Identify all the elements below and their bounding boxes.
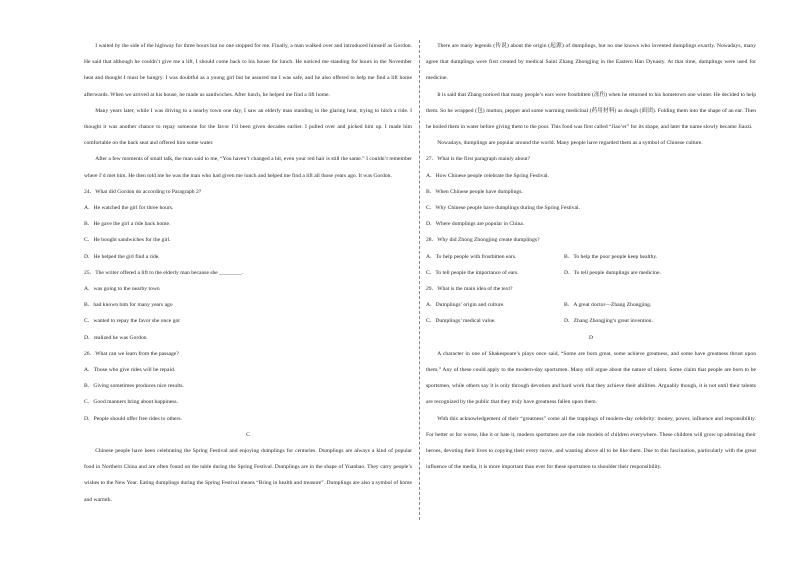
question-28: 28．Why did Zhong Zhongjing create dumplings? bbox=[426, 237, 540, 244]
passage-d-paragraph-2: With this acknowledgement of their “greatness” come all the trappings of modern-day celebrity: money, power, influence and responsibility. For better or for worse, like it or hate it, modern sportsmen are the role models of children everywhere. These children will grow up admiring their heroes, devoting their lives to copying their every move, and wanting above all to be like them. Due to this fascination, particularly with the great influence of the media, it is more important than ever for these sportsmen to shoulder their responsibility. bbox=[426, 415, 756, 471]
q28-options-row-1 bbox=[426, 249, 756, 265]
q24-option-b: B．He gave the girl a ride back home. bbox=[84, 221, 171, 228]
question-26: 26．What can we learn from the passage? bbox=[84, 350, 179, 357]
q27-option-c: C．Why Chinese people have dumplings during the Spring Festival. bbox=[426, 205, 580, 212]
q27-option-a: A．How Chinese people celebrate the Spring Festival. bbox=[426, 172, 549, 179]
question-25: 25．The writer offered a lift to the elderly man because she ________. bbox=[84, 269, 243, 276]
q29-option-a: A．Dumplings’ origin and culture. bbox=[426, 302, 505, 309]
q29-options-row-1 bbox=[426, 297, 756, 313]
q28-option-b: B．To help the poor people keep healthy. bbox=[564, 253, 658, 260]
q25-option-b: B．had known him for many years ago bbox=[84, 302, 173, 309]
q28-option-c: C．To tell people the importance of ears. bbox=[426, 269, 519, 276]
question-29: 29．What is the main idea of the text? bbox=[426, 286, 513, 293]
question-24: 24．What did Gordon do according to Paragraph 2? bbox=[84, 188, 202, 195]
q28-option-a: A．To help people with frostbitten ears. bbox=[426, 253, 517, 260]
q29-option-d: D．Zhang Zhongjing’s great invention. bbox=[564, 318, 653, 325]
q26-option-d: D．People should offer free rides to others. bbox=[84, 415, 182, 422]
right-column bbox=[426, 38, 756, 475]
q26-option-a: A．Those who give rides will be repaid. bbox=[84, 367, 176, 374]
story-paragraph-2: Many years later, while I was driving to a nearby town one day, I saw an elderly man standing in the glaring heat, trying to hitch a ride. I thought it was another chance to repay someone for the favor I’d been given decades earlier. I pulled over and picked him up. I made him comfortable on the back seat and offered him some water. bbox=[84, 107, 412, 147]
column-divider bbox=[419, 40, 420, 520]
passage-d-paragraph-1: A character in one of Shakespeare’s plays once said, “Some are born great, some achieve greatness, and some have greatness thrust upon them.” Any of these could apply to the modern-day sportsmen. Many still argue about the nature of talent. Some claim that people are born to be sportsmen, while others say it is only through devotion and hard work that they achieve their abilities. Arguably though, it is not until their talents are recognized by the public that they truly have greatness fallen upon them. bbox=[426, 350, 756, 406]
q29-option-c: C．Dumplings’ medical value. bbox=[426, 318, 496, 325]
q25-option-c: C．wanted to repay the favor she once got bbox=[84, 318, 180, 325]
story-paragraph-3: After a few moments of small talk, the man said to me, “You haven’t changed a bit, even your red hair is still the same.” I couldn’t remember where I’d met him. He then told me he was the man who had given me lunch and helped me find a lift all those years ago. It was Gordon. bbox=[84, 156, 412, 179]
section-heading-c: C bbox=[246, 431, 250, 438]
q24-option-c: C．He bought sandwiches for the girl. bbox=[84, 237, 171, 244]
passage-c-paragraph-1: Chinese people have been celebrating the Spring Festival and enjoying dumplings for centuries. Dumplings are always a kind of popular food in Northern China and are often found on the table during the Spring Festival. Dumplings are in the shape of Yuanbao. They carry people’s wishes to the New Year. Eating dumplings during the Spring Festival means “Bring in health and treasure”. Dumplings are also a symbol of home and warmth. bbox=[84, 448, 412, 503]
story-paragraph-1: I waited by the side of the highway for three hours but no one stopped for me. Finally, a man walked over and introduced himself as Gordon. He said that although he couldn’t give me a lift, I should come back to his house for lunch. He noticed me standing for hours in the November heat and thought I must be hungry. I was doubtful as a young girl but he assured me I was safe, and he also offered to help me find a lift home afterwards. When we arrived at his house, he made us sandwiches. After lunch, he helped me find a lift home. bbox=[84, 43, 412, 98]
left-column bbox=[84, 38, 412, 508]
passage-c-paragraph-4: Nowadays, dumplings are popular around the world. Many people have regarded them as a symbol of Chinese culture. bbox=[437, 140, 703, 147]
section-heading-d: D bbox=[588, 334, 594, 341]
passage-c-paragraph-2: There are many legends (传说) about the origin (起源) of dumplings, but no one knows who invented dumplings exactly. Nowadays, many agree that dumplings were first created by medical Saint Zhang Zhongjing in the Eastern Han Dynasty. At that time, dumplings were used for medicine. bbox=[426, 43, 756, 82]
passage-c-paragraph-3: It is said that Zhang noticed that many people’s ears were frostbitten (冻伤) when he returned to his hometown one winter. He decided to help them. So he wrapped (包) mutton, pepper and some warming medicinal (药用材料) as dough (面团). Folding them into the shape of an ear. Then he boiled them in water before giving them to the poor. This food was first called “Jiao’er” for its shape, and later the name slowly became Jiaozi. bbox=[426, 91, 756, 131]
q25-option-a: A．was going to the nearby town bbox=[84, 286, 160, 293]
q26-option-b: B．Giving sometimes produces nice results. bbox=[84, 383, 184, 390]
q25-option-d: D．realized he was Gordon bbox=[84, 334, 147, 341]
q24-option-d: D．He helped the girl find a ride. bbox=[84, 253, 160, 260]
q26-option-c: C．Good manners bring about happiness. bbox=[84, 399, 178, 406]
q24-option-a: A．He watched the girl for three hours. bbox=[84, 205, 174, 212]
q27-option-d: D．Where dumplings are popular in China. bbox=[426, 221, 525, 228]
question-27: 27．What is the first paragraph mainly about? bbox=[426, 156, 531, 163]
q28-options-row-2 bbox=[426, 265, 756, 281]
q28-option-d: D．To tell people dumplings are medicine. bbox=[564, 269, 661, 276]
q29-option-b: B．A great doctor—Zhang Zhongjing. bbox=[564, 302, 652, 309]
q27-option-b: B．When Chinese people have dumplings. bbox=[426, 188, 523, 195]
q29-options-row-2 bbox=[426, 313, 756, 329]
